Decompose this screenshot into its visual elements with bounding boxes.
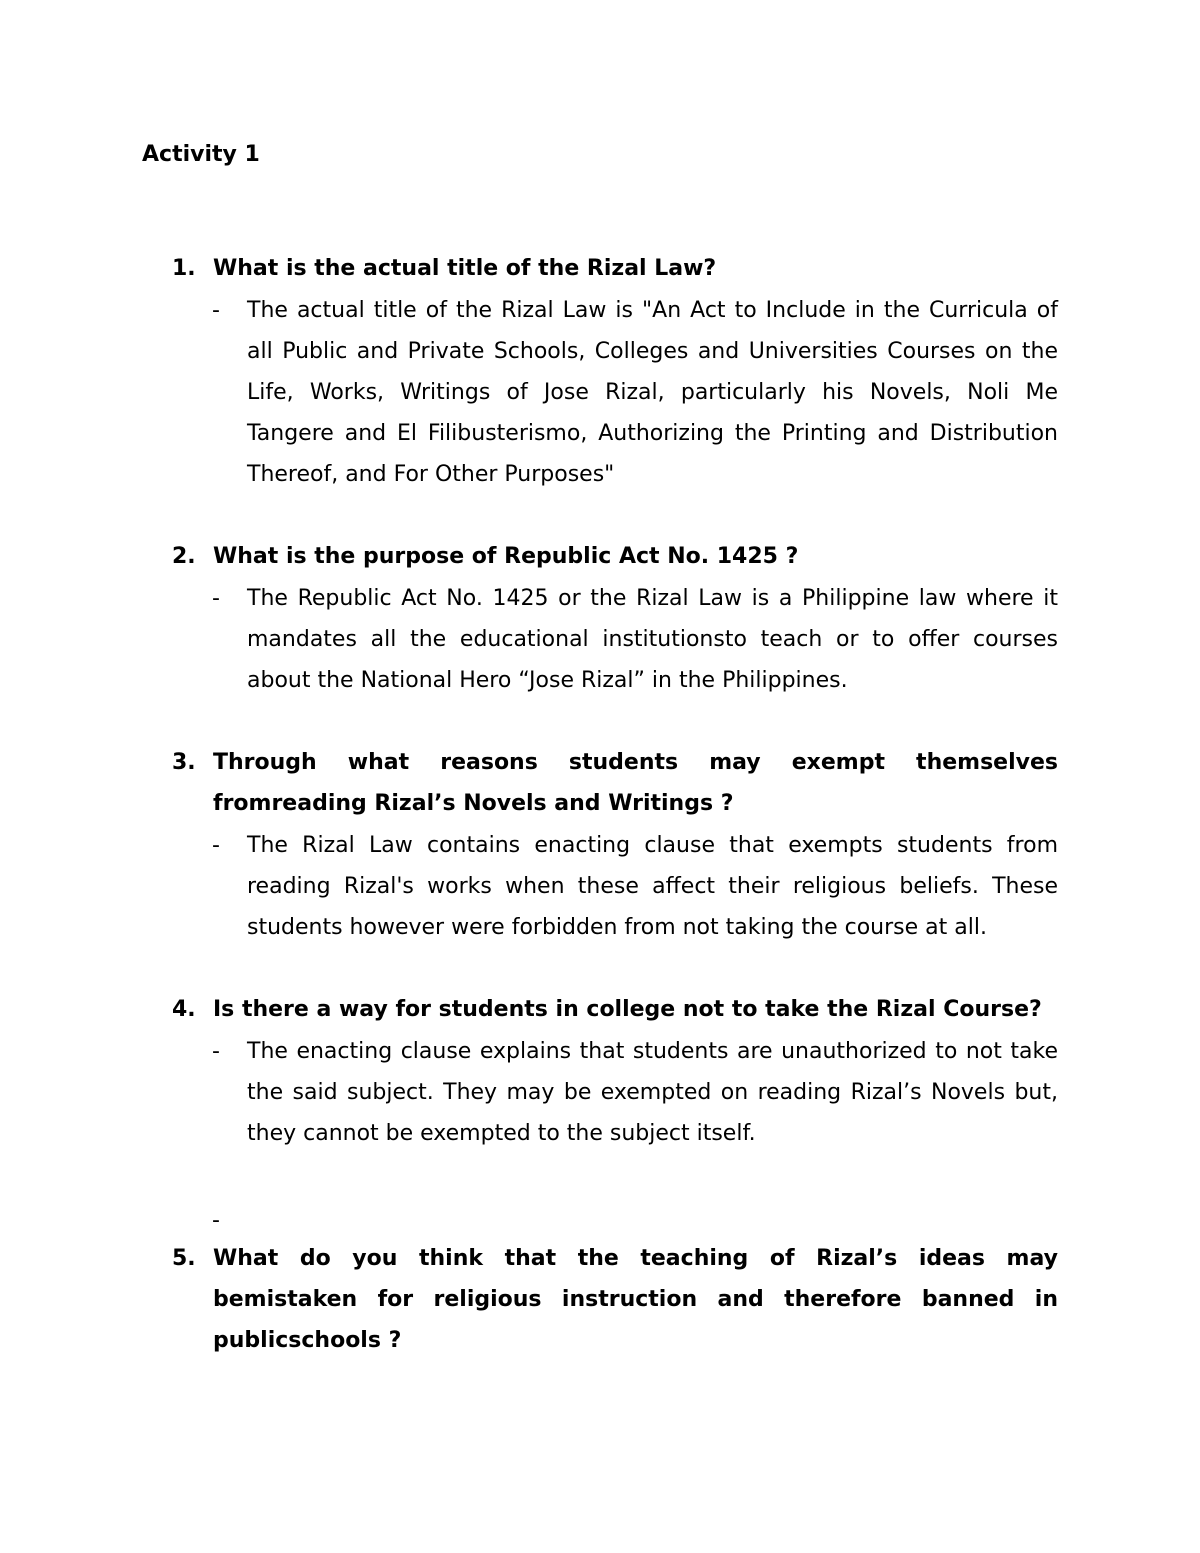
empty-list-dash: -: [212, 1208, 220, 1233]
answer-dash: -: [212, 833, 220, 858]
question-item-4: [172, 989, 1058, 1154]
answer-dash: -: [212, 1039, 220, 1064]
question-item-5: [172, 1238, 1058, 1361]
question-item-1: [172, 248, 1058, 495]
question-text: Is there a way for students in college not to take the Rizal Course?: [213, 997, 1042, 1022]
question-text: What is the purpose of Republic Act No. 1425 ?: [213, 544, 799, 569]
answer-dash: -: [212, 298, 220, 323]
answer-item: [172, 1031, 1058, 1154]
question-number: 1.: [172, 256, 196, 281]
question-number: 3.: [172, 750, 196, 775]
question-number: 4.: [172, 997, 196, 1022]
question-item-2: [172, 536, 1058, 701]
page-title: Activity 1: [142, 142, 260, 167]
answer-text: The Rizal Law contains enacting clause that exempts students from reading Rizal's works when these affect their religious beliefs. These students however were forbidden from not taking the course at all.: [247, 833, 1058, 940]
answer-text: The actual title of the Rizal Law is "An Act to Include in the Curricula of all Public and Private Schools, Colleges and Universities Courses on the Life, Works, Writings of Jose Rizal, particularly his Novels, Noli Me Tangere and El Filibusterismo, Authorizing the Printing and Distribution Thereof, and For Other Purposes": [247, 298, 1058, 487]
question-item-3: [172, 742, 1058, 948]
question-text: Through what reasons students may exempt themselves fromreading Rizal’s Novels and Writings ?: [213, 750, 1058, 816]
question-number: 5.: [172, 1246, 196, 1271]
answer-dash: -: [212, 586, 220, 611]
answer-item: [172, 825, 1058, 948]
answer-text: The Republic Act No. 1425 or the Rizal Law is a Philippine law where it mandates all the educational institutionsto teach or to offer courses about the National Hero “Jose Rizal” in the Philippines.: [247, 586, 1058, 693]
answer-text: The enacting clause explains that students are unauthorized to not take the said subject. They may be exempted on reading Rizal’s Novels but, they cannot be exempted to the subject itself.: [247, 1039, 1058, 1146]
answer-item: [172, 578, 1058, 701]
question-text: What is the actual title of the Rizal Law?: [213, 256, 717, 281]
answer-item: [172, 290, 1058, 495]
question-number: 2.: [172, 544, 196, 569]
question-text: What do you think that the teaching of Rizal’s ideas may bemistaken for religious instruction and therefore banned in publicschools ?: [213, 1246, 1058, 1353]
